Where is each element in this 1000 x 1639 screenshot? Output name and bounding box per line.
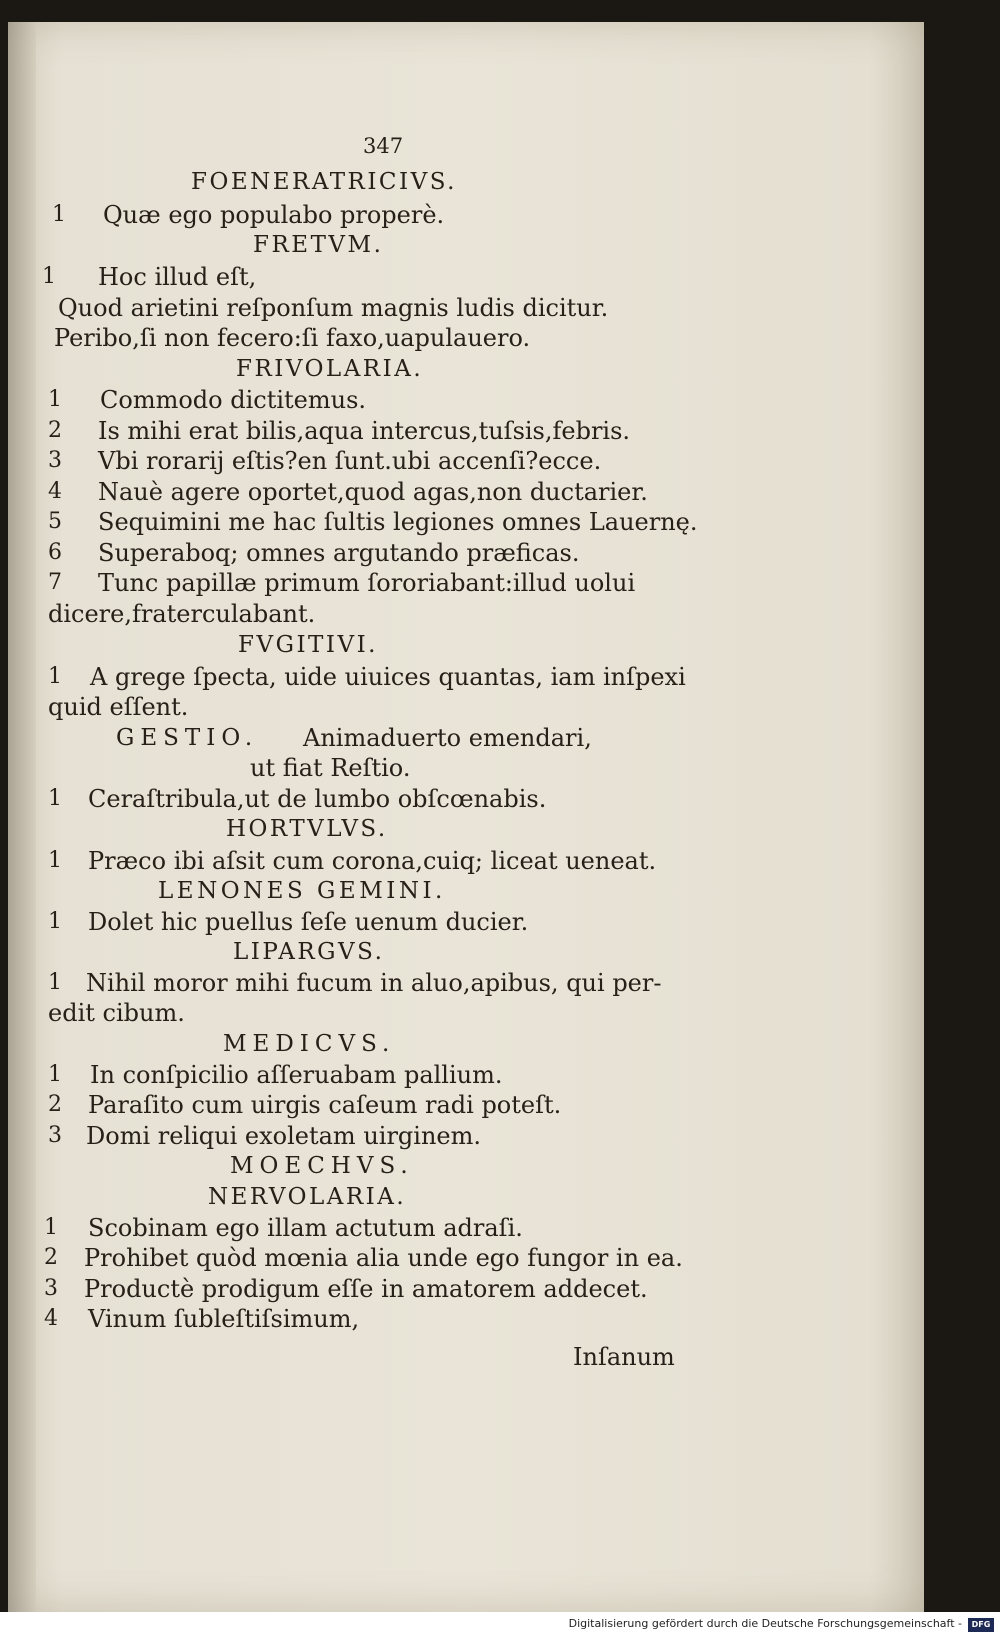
section-heading: FOENERATRICIVS. [191, 169, 457, 195]
verse-line: dicere,fraterculabant. [48, 600, 316, 628]
line-number: 2 [48, 418, 62, 443]
footer-credit: Digitalisierung gefördert durch die Deutsche Forschungsgemeinschaft - [568, 1617, 962, 1630]
section-heading: GESTIO. [116, 725, 259, 751]
line-number: 1 [48, 970, 62, 995]
verse-line: Ceraſtribula,ut de lumbo obſcœnabis. [88, 785, 547, 813]
verse-line: Prohibet quòd mœnia alia unde ego fungor in ea. [84, 1244, 683, 1272]
line-number: 3 [44, 1276, 58, 1301]
catchword: Inſanum [573, 1343, 675, 1371]
verse-line: Quæ ego populabo properè. [103, 201, 445, 229]
verse-line: Peribo,ſi non fecero:ſi faxo,uapulauero. [54, 324, 531, 352]
line-number: 4 [44, 1306, 58, 1331]
verse-line: quid eſſent. [48, 693, 189, 721]
line-number: 1 [48, 848, 62, 873]
verse-line: Hoc illud eſt, [98, 263, 257, 291]
footer-bar [0, 1612, 1000, 1639]
line-number: 1 [48, 909, 62, 934]
verse-line: Commodo dictitemus. [100, 386, 367, 414]
verse-line: Nauè agere oportet,quod agas,non ductarier. [98, 478, 648, 506]
section-heading: LIPARGVS. [233, 939, 385, 965]
section-heading: MEDICVS. [223, 1031, 396, 1057]
verse-line: Nihil moror mihi fucum in aluo,apibus, qui per- [86, 969, 662, 997]
dfg-logo: DFG [968, 1618, 994, 1632]
page-text [8, 22, 924, 1612]
verse-line: Sequimini me hac ſultis legiones omnes Lauernę. [98, 508, 698, 536]
line-number: 1 [48, 387, 62, 412]
section-heading: FVGITIVI. [238, 632, 378, 658]
line-number: 5 [48, 509, 62, 534]
verse-line: Superaboq; omnes argutando præficas. [98, 539, 580, 567]
line-number: 2 [44, 1245, 58, 1270]
section-heading: FRETVM. [253, 232, 384, 258]
section-heading: MOECHVS. [230, 1153, 414, 1179]
section-heading: FRIVOLARIA. [236, 356, 424, 382]
verse-line: Dolet hic puellus ſeſe uenum ducier. [88, 908, 529, 936]
line-number: 4 [48, 479, 62, 504]
verse-line: Productè prodigum eſſe in amatorem addecet. [84, 1275, 648, 1303]
heading-note: ut fiat Reſtio. [250, 754, 411, 782]
line-number: 1 [44, 1215, 58, 1240]
verse-line: Scobinam ego illam actutum adraſi. [88, 1214, 523, 1242]
verse-line: Domi reliqui exoletam uirginem. [86, 1122, 482, 1150]
verse-line: In conſpicilio aſſeruabam pallium. [90, 1061, 503, 1089]
section-heading: HORTVLVS. [226, 816, 388, 842]
line-number: 1 [48, 664, 62, 689]
verse-line: A grege ſpecta, uide uiuices quantas, iam inſpexi [90, 663, 686, 691]
book-page [8, 22, 924, 1612]
verse-line: Vinum ſubleſtiſsimum, [88, 1305, 360, 1333]
section-heading: NERVOLARIA. [208, 1184, 407, 1210]
verse-line: Præco ibi aſsit cum corona,cuiq; liceat ueneat. [88, 847, 657, 875]
line-number: 2 [48, 1092, 62, 1117]
verse-line: Tunc papillæ primum ſororiabant:illud uolui [98, 569, 636, 597]
line-number: 1 [48, 786, 62, 811]
section-heading: LENONES GEMINI. [158, 878, 446, 904]
line-number: 6 [48, 540, 62, 565]
verse-line: edit cibum. [48, 999, 185, 1027]
line-number: 7 [48, 570, 62, 595]
verse-line: Is mihi erat bilis,aqua intercus,tuſsis,febris. [98, 417, 631, 445]
line-number: 1 [48, 1062, 62, 1087]
heading-note: Animaduerto emendari, [303, 724, 592, 752]
line-number: 3 [48, 1123, 62, 1148]
line-number: 3 [48, 448, 62, 473]
line-number: 1 [52, 202, 66, 227]
verse-line: Paraſito cum uirgis caſeum radi poteſt. [88, 1091, 562, 1119]
verse-line: Vbi rorarij eſtis?en ſunt.ubi accenſi?ecce. [98, 447, 602, 475]
line-number: 1 [42, 264, 56, 289]
verse-line: Quod arietini reſponſum magnis ludis dicitur. [58, 294, 609, 322]
page-number: 347 [363, 134, 404, 158]
